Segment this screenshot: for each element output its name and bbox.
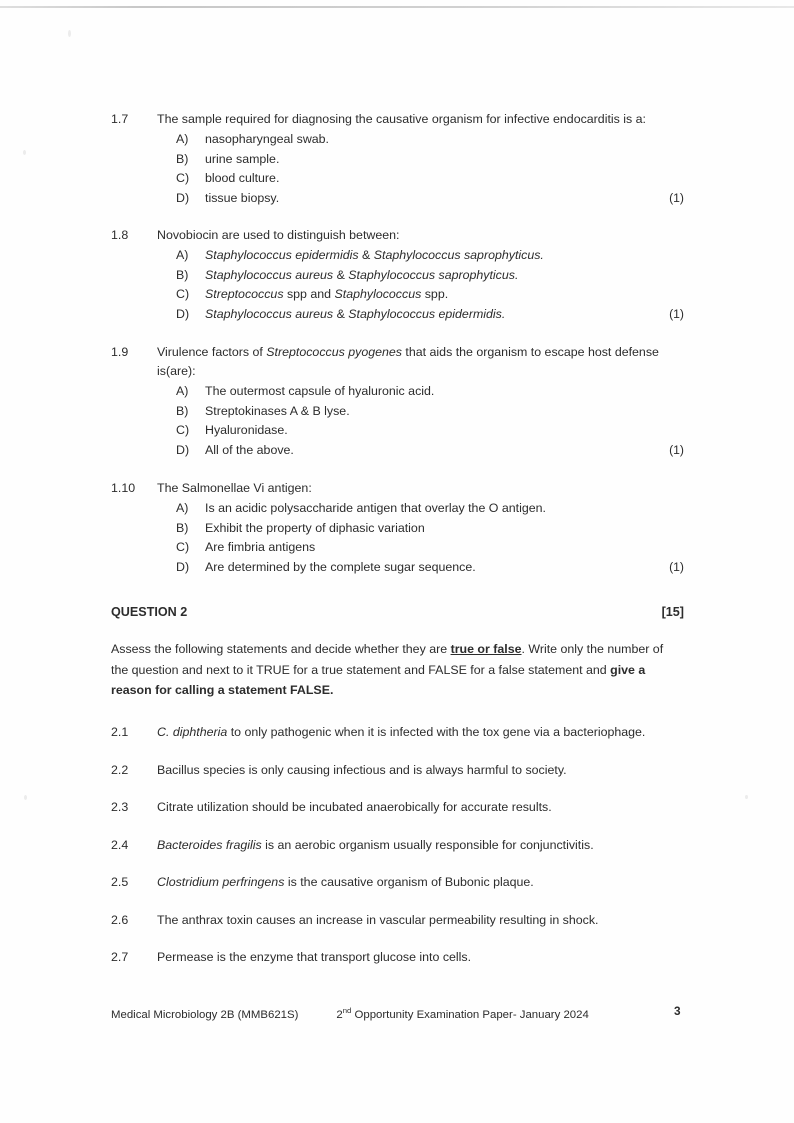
option-letter: B): [176, 151, 189, 166]
statement-2-7: [111, 948, 673, 968]
instruction-emphasis-true-or-false: true or false: [450, 642, 522, 656]
statement-rest: is an aerobic organism usually responsible for conjunctivitis.: [261, 837, 594, 852]
statement-text: Bacillus species is only causing infectious and is always harmful to society.: [157, 762, 567, 777]
option-item[interactable]: [176, 558, 673, 578]
option-letter: C): [176, 423, 190, 437]
option-letter: D): [176, 442, 190, 457]
mcq-question-1-7: [111, 110, 684, 208]
option-letter: B): [176, 520, 189, 535]
option-item[interactable]: [176, 441, 673, 461]
option-letter: C): [176, 540, 190, 554]
question-number: 1.8: [111, 228, 129, 242]
option-text: Staphylococcus epidermidis & Staphylococcus saprophyticus.: [205, 248, 544, 262]
option-item[interactable]: [176, 402, 673, 422]
option-text: nasopharyngeal swab.: [205, 132, 329, 146]
option-text: The outermost capsule of hyaluronic acid.: [205, 384, 435, 398]
statement-text: [157, 836, 673, 856]
instruction-part-1: Assess the following statements and decide whether they are: [111, 642, 451, 656]
statement-2-6: [111, 911, 673, 931]
statement-rest: is the causative organism of Bubonic plaque.: [284, 875, 534, 889]
statement-2-2: [111, 761, 673, 781]
mcq-question-1-8: [111, 226, 684, 324]
marks-allocation: (1): [669, 190, 684, 205]
question2-title: QUESTION 2: [111, 605, 188, 619]
option-list: [111, 499, 673, 577]
question-number: 1.7: [111, 112, 129, 126]
option-item[interactable]: [176, 285, 673, 305]
option-item[interactable]: [176, 421, 673, 441]
statement-number: 2.3: [111, 800, 129, 814]
option-list: [111, 130, 673, 208]
question-number: 1.9: [111, 345, 129, 359]
question-stem-row: [111, 479, 673, 498]
statement-2-4: [111, 836, 673, 856]
question-stem-row: [111, 343, 673, 381]
option-list: [111, 382, 673, 460]
statement-rest: to only pathogenic when it is infected with the tox gene via a bacteriophage.: [227, 724, 646, 739]
option-letter: A): [176, 248, 189, 262]
option-text: Streptokinases A & B lyse.: [205, 403, 350, 418]
option-letter: D): [176, 190, 190, 205]
scan-edge-line: [0, 6, 794, 8]
mcq-question-1-9: [111, 343, 684, 460]
question-stem-row: [111, 110, 673, 129]
option-letter: A): [176, 132, 189, 146]
option-letter: D): [176, 306, 190, 321]
statement-text: The anthrax toxin causes an increase in vascular permeability resulting in shock.: [157, 912, 599, 927]
option-item[interactable]: [176, 382, 673, 402]
footer-paper-title: [336, 1003, 588, 1023]
statement-number: 2.2: [111, 762, 129, 777]
marks-allocation: (1): [669, 306, 684, 321]
scan-speck: [24, 795, 27, 800]
option-text: tissue biopsy.: [205, 190, 280, 205]
option-item[interactable]: [176, 169, 673, 189]
option-text: Exhibit the property of diphasic variation: [205, 520, 425, 535]
option-letter: C): [176, 171, 190, 185]
footer-paper-superscript: nd: [342, 1006, 352, 1015]
option-letter: B): [176, 403, 189, 418]
statement-number: 2.1: [111, 724, 129, 739]
option-item[interactable]: [176, 499, 673, 519]
marks-allocation: (1): [669, 559, 684, 574]
question-stem: Virulence factors of Streptococcus pyogenes that aids the organism to escape host defense is(are):: [157, 345, 659, 378]
mcq-question-1-10: [111, 479, 684, 577]
option-item[interactable]: [176, 189, 673, 209]
option-letter: D): [176, 559, 190, 574]
option-letter: A): [176, 384, 189, 398]
question-stem: The sample required for diagnosing the causative organism for infective endocarditis is a:: [157, 112, 647, 126]
question-stem-row: [111, 226, 673, 245]
statement-number: 2.4: [111, 837, 129, 852]
question-number: 1.10: [111, 481, 136, 495]
option-text: Staphylococcus aureus & Staphylococcus saprophyticus.: [205, 267, 519, 282]
marks-allocation: (1): [669, 442, 684, 457]
option-text: Streptococcus spp and Staphylococcus spp.: [205, 287, 449, 301]
scan-speck: [745, 795, 748, 799]
footer-page-number: 3: [674, 1004, 681, 1018]
option-text: Are fimbria antigens: [205, 540, 316, 554]
instruction-emphasis-give-reason: give a reason for calling a statement FALSE.: [111, 662, 646, 697]
statement-2-5: [111, 873, 673, 893]
statement-text: [157, 873, 673, 893]
option-letter: C): [176, 287, 190, 301]
true-false-statement-list: [111, 723, 673, 968]
option-item[interactable]: [176, 266, 673, 286]
option-list: [111, 246, 673, 324]
footer-course: Medical Microbiology 2B (MMB621S): [111, 1008, 299, 1021]
option-letter: B): [176, 267, 189, 282]
option-text: Hyaluronidase.: [205, 423, 288, 437]
question-stem: The Salmonellae Vi antigen:: [157, 481, 312, 495]
statement-number: 2.5: [111, 875, 129, 889]
statement-2-3: [111, 798, 673, 818]
scan-speck: [68, 30, 71, 37]
option-item[interactable]: [176, 538, 673, 558]
footer-paper-rest: Opportunity Examination Paper- January 2024: [351, 1008, 589, 1021]
scan-speck: [23, 150, 26, 155]
statement-italic-organism: Bacteroides fragilis: [157, 837, 262, 852]
option-item[interactable]: [176, 519, 673, 539]
question2-header: [111, 605, 684, 619]
option-text: All of the above.: [205, 442, 294, 457]
instruction-part-2: . Write only the number of the question and next to it TRUE for a true statement and FALSE for a false statement and: [111, 642, 664, 677]
option-item[interactable]: [176, 130, 673, 150]
option-text: urine sample.: [205, 151, 280, 166]
statement-italic-organism: C. diphtheria: [157, 724, 228, 739]
statement-number: 2.6: [111, 912, 129, 927]
statement-italic-organism: Clostridium perfringens: [157, 875, 285, 889]
page-footer: [111, 1003, 683, 1023]
statement-2-1: [111, 723, 673, 743]
option-item[interactable]: [176, 305, 673, 325]
question-stem: Novobiocin are used to distinguish between:: [157, 228, 400, 242]
option-text: blood culture.: [205, 171, 280, 185]
option-text: Are determined by the complete sugar sequence.: [205, 559, 476, 574]
option-letter: A): [176, 501, 189, 515]
exam-content: [111, 110, 684, 968]
statement-text: Permease is the enzyme that transport glucose into cells.: [157, 950, 472, 964]
statement-text: [157, 723, 673, 743]
option-text: Staphylococcus aureus & Staphylococcus epidermidis.: [205, 306, 506, 321]
option-text: Is an acidic polysaccharide antigen that overlay the O antigen.: [205, 501, 546, 515]
statement-number: 2.7: [111, 950, 129, 964]
option-item[interactable]: [176, 246, 673, 266]
statement-text: Citrate utilization should be incubated anaerobically for accurate results.: [157, 800, 552, 814]
option-item[interactable]: [176, 150, 673, 170]
question2-marks: [15]: [661, 605, 684, 619]
question2-instructions: [111, 639, 669, 701]
footer-paper-prefix: 2: [336, 1008, 343, 1021]
